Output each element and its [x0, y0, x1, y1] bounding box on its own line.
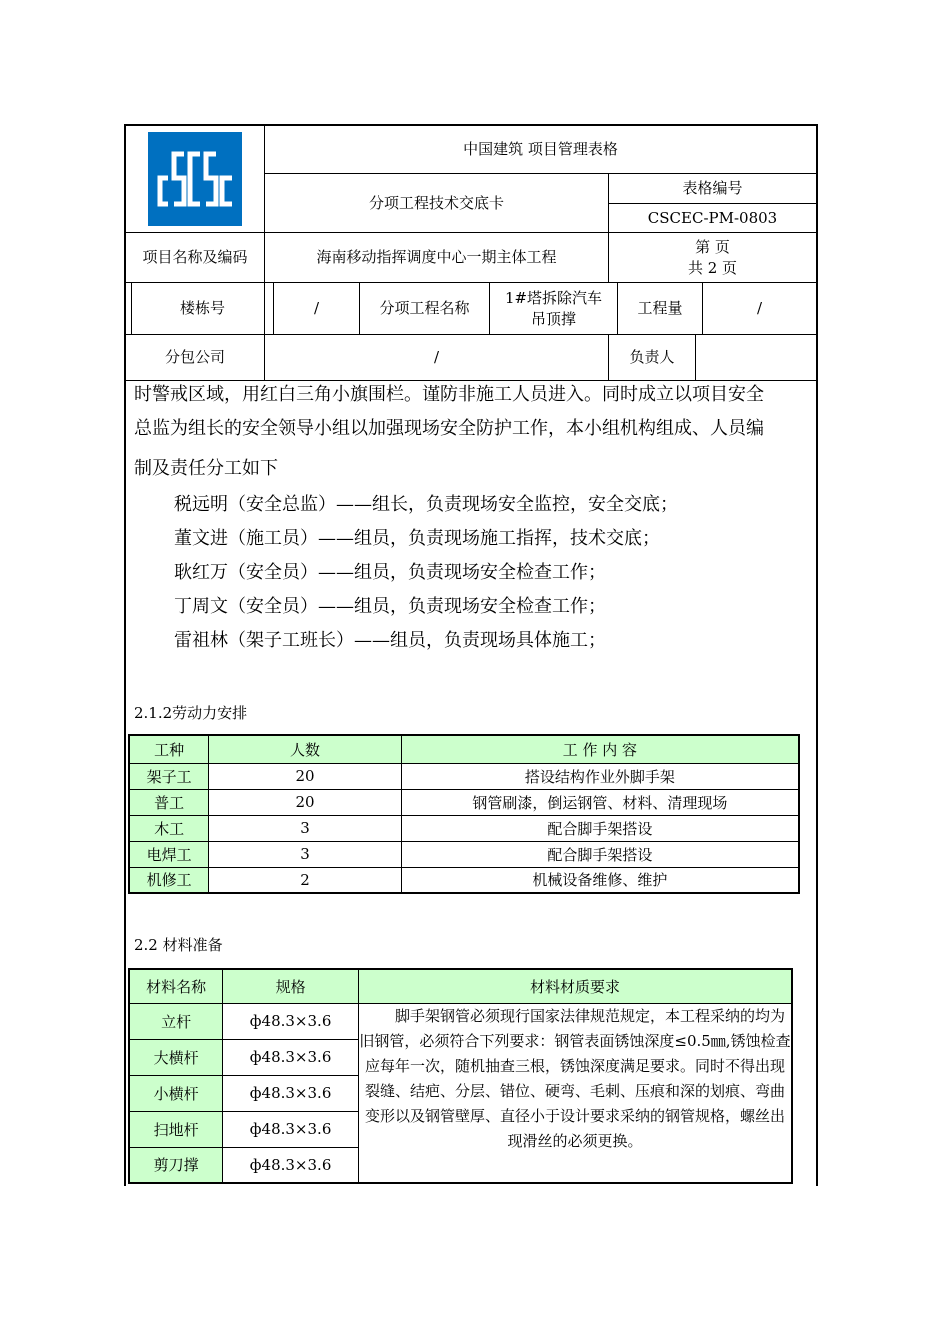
labor-content: 配合脚手架搭设 — [401, 841, 799, 867]
page-label: 第 页 — [695, 238, 730, 257]
labor-count: 3 — [209, 815, 401, 841]
subitem-label: 分项工程名称 — [379, 299, 470, 318]
labor-table — [128, 734, 800, 894]
labor-header-cell: 人数 — [209, 735, 401, 763]
material-spec: ф48.3×3.6 — [223, 1003, 359, 1039]
form-no-label: 表格编号 — [682, 179, 743, 198]
material-name: 剪刀撑 — [129, 1147, 223, 1183]
quantity-value: / — [756, 299, 763, 318]
subcontractor-value: / — [433, 348, 440, 367]
labor-header-cell: 工 作 内 容 — [401, 735, 799, 763]
person-label: 负责人 — [629, 348, 675, 367]
body-line-1: 时警戒区域，用红白三角小旗围栏。谨防非施工人员进入。同时成立以项目安全 — [134, 384, 764, 405]
building-label: 楼栋号 — [179, 299, 225, 318]
labor-header-cell: 工种 — [129, 735, 209, 763]
labor-count: 20 — [209, 789, 401, 815]
staff-item: 耿红万（安全员）——组员，负责现场安全检查工作； — [174, 562, 606, 583]
labor-trade: 架子工 — [129, 763, 209, 789]
labor-header-row — [129, 735, 799, 763]
labor-content: 机械设备维修、维护 — [401, 867, 799, 893]
materials-header-cell: 材料名称 — [129, 969, 223, 1003]
body-line-2: 总监为组长的安全领导小组以加强现场安全防护工作，本小组机构组成、人员编 — [134, 418, 764, 439]
table-row — [129, 867, 799, 893]
materials-section-title: 2.2 材料准备 — [134, 936, 223, 954]
labor-content: 搭设结构作业外脚手架 — [401, 763, 799, 789]
material-spec: ф48.3×3.6 — [223, 1111, 359, 1147]
material-name: 大横杆 — [129, 1039, 223, 1075]
staff-item: 董文进（施工员）——组员，负责现场施工指挥，技术交底； — [174, 528, 660, 549]
table-row — [129, 763, 799, 789]
labor-section-title: 2.1.2劳动力安排 — [134, 704, 248, 722]
card-title: 分项工程技术交底卡 — [368, 193, 504, 212]
staff-item: 税远明（安全总监）——组长，负责现场安全监控，安全交底； — [174, 494, 678, 515]
body-line-3: 制及责任分工如下 — [134, 458, 278, 479]
material-name: 立杆 — [129, 1003, 223, 1039]
quantity-label: 工程量 — [637, 299, 683, 318]
person-value — [696, 335, 816, 380]
materials-header-row — [129, 969, 792, 1003]
materials-header-cell: 材料材质要求 — [358, 969, 792, 1003]
table-row — [129, 789, 799, 815]
materials-header-cell: 规格 — [223, 969, 359, 1003]
labor-trade: 普工 — [129, 789, 209, 815]
project-name: 海南移动指挥调度中心一期主体工程 — [316, 248, 557, 267]
project-label: 项目名称及编码 — [142, 248, 248, 267]
materials-table — [128, 968, 793, 1184]
cscec-logo — [148, 132, 242, 226]
page-total: 共 2 页 — [687, 258, 738, 277]
subitem-value-line1: 1#塔拆除汽车 — [504, 289, 603, 308]
labor-trade: 电焊工 — [129, 841, 209, 867]
table-row — [129, 841, 799, 867]
labor-count: 20 — [209, 763, 401, 789]
table-row — [129, 815, 799, 841]
staff-item: 雷祖林（架子工班长）——组员，负责现场具体施工； — [174, 630, 606, 651]
org-title: 中国建筑 项目管理表格 — [463, 140, 618, 159]
subitem-value — [490, 283, 617, 334]
labor-content: 配合脚手架搭设 — [401, 815, 799, 841]
material-name: 小横杆 — [129, 1075, 223, 1111]
labor-content: 钢管刷漆，倒运钢管、材料、清理现场 — [401, 789, 799, 815]
labor-trade: 机修工 — [129, 867, 209, 893]
building-value: / — [313, 299, 320, 318]
subitem-value-line2: 吊顶撑 — [530, 309, 576, 328]
material-requirement: 脚手架钢管必须现行国家法律规范规定，本工程采纳的均为旧钢管，必须符合下列要求：钢管表面锈蚀深度≤0.5㎜,锈蚀检查应每年一次，随机抽查三根，锈蚀深度满足要求。同时不得出现裂缝、结疤、分层、错位、硬弯、毛刺、压痕和深的划痕、弯曲变形以及钢管壁厚、直径小于设计要求采纳的钢管规格，螺丝出现滑丝的必须更换。 — [358, 1003, 792, 1183]
material-spec: ф48.3×3.6 — [223, 1075, 359, 1111]
labor-count: 3 — [209, 841, 401, 867]
page-info — [609, 233, 816, 282]
staff-item: 丁周文（安全员）——组员，负责现场安全检查工作； — [174, 596, 606, 617]
cscec-logo-icon — [148, 132, 242, 226]
material-name: 扫地杆 — [129, 1111, 223, 1147]
labor-trade: 木工 — [129, 815, 209, 841]
labor-count: 2 — [209, 867, 401, 893]
subcontractor-label: 分包公司 — [164, 348, 225, 367]
material-spec: ф48.3×3.6 — [223, 1147, 359, 1183]
form-no: CSCEC-PM-0803 — [647, 208, 778, 227]
table-row — [129, 1003, 792, 1039]
material-spec: ф48.3×3.6 — [223, 1039, 359, 1075]
